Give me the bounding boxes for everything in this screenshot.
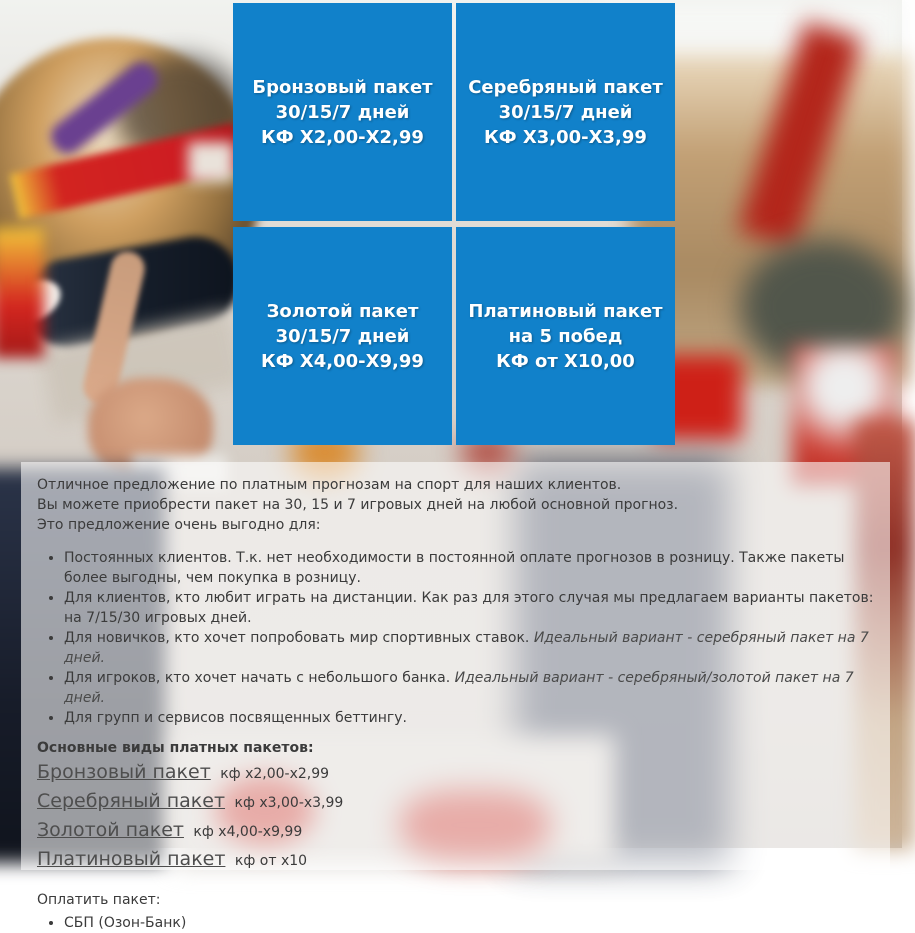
tile-odds: КФ Х2,00-Х2,99 xyxy=(261,126,424,148)
tile-odds: КФ Х4,00-Х9,99 xyxy=(261,350,424,372)
benefit-item xyxy=(64,588,874,628)
package-odds: кф х2,00-х2,99 xyxy=(220,766,330,782)
pay-methods-list xyxy=(37,913,874,933)
benefit-item xyxy=(64,628,874,668)
benefit-text: Для клиентов, кто любит играть на дистанции. Как раз для этого случая мы предлагаем варианты пакетов: на 7/15/30 игровых дней. xyxy=(64,590,874,626)
tile-duration: 30/15/7 дней xyxy=(498,101,633,123)
info-panel xyxy=(21,462,890,931)
package-link-bronze[interactable]: Бронзовый пакет xyxy=(37,761,211,783)
pay-method-item: • СБП (Озон-Банк) xyxy=(64,913,874,933)
bg-redbull-edge xyxy=(0,228,44,358)
intro-line: Это предложение очень выгодно для: xyxy=(37,517,321,533)
tile-platinum-package[interactable] xyxy=(456,227,675,445)
benefit-note: Идеальный вариант - серебряный/золотой пакет на 7 дней. xyxy=(64,670,854,706)
package-link-platinum[interactable]: Платиновый пакет xyxy=(37,848,226,870)
tile-title: Золотой пакет xyxy=(266,300,419,322)
package-row xyxy=(37,760,874,787)
package-row xyxy=(37,789,874,816)
benefits-list xyxy=(37,548,874,728)
benefit-text: Для групп и сервисов посвященных беттингу. xyxy=(64,710,407,726)
tile-title: Серебряный пакет xyxy=(468,76,663,98)
benefit-text: Постоянных клиентов. Т.к. нет необходимости в постоянной оплате прогнозов в розницу. Также пакеты более выгодны, чем покупка в розницу. xyxy=(64,550,845,586)
tile-title: Платиновый пакет xyxy=(468,300,663,322)
benefit-item xyxy=(64,708,874,728)
tile-duration: 30/15/7 дней xyxy=(275,101,410,123)
benefit-note: Идеальный вариант - серебряный пакет на 7 дней. xyxy=(64,630,869,666)
package-odds: кф х4,00-х9,99 xyxy=(193,824,303,840)
tile-title: Бронзовый пакет xyxy=(252,76,433,98)
package-row xyxy=(37,818,874,845)
tile-duration: 30/15/7 дней xyxy=(275,325,410,347)
pay-heading: Оплатить пакет: xyxy=(37,892,161,908)
tile-duration: на 5 побед xyxy=(508,325,623,347)
package-row xyxy=(37,847,874,874)
tile-odds: КФ от Х10,00 xyxy=(496,350,635,372)
package-odds: кф х3,00-х3,99 xyxy=(234,795,344,811)
packages-heading: Основные виды платных пакетов: xyxy=(37,740,314,756)
benefit-item xyxy=(64,548,874,588)
intro-line: Вы можете приобрести пакет на 30, 15 и 7 игровых дней на любой основной прогноз. xyxy=(37,497,679,513)
tile-odds: КФ Х3,00-Х3,99 xyxy=(484,126,647,148)
package-link-silver[interactable]: Серебряный пакет xyxy=(37,790,226,812)
tile-gold-package[interactable] xyxy=(233,227,452,445)
tile-silver-package[interactable] xyxy=(456,3,675,221)
benefit-item xyxy=(64,668,874,708)
benefit-text: Для игроков, кто хочет начать с небольшого банка. xyxy=(64,670,451,686)
package-link-gold[interactable]: Золотой пакет xyxy=(37,819,184,841)
tile-bronze-package[interactable] xyxy=(233,3,452,221)
bg-redbull-lettering xyxy=(188,142,234,182)
package-odds: кф от х10 xyxy=(234,853,308,869)
intro-line: Отличное предложение по платным прогнозам на спорт для наших клиентов. xyxy=(37,477,622,493)
benefit-text: Для новичков, кто хочет попробовать мир спортивных ставок. xyxy=(64,630,530,646)
